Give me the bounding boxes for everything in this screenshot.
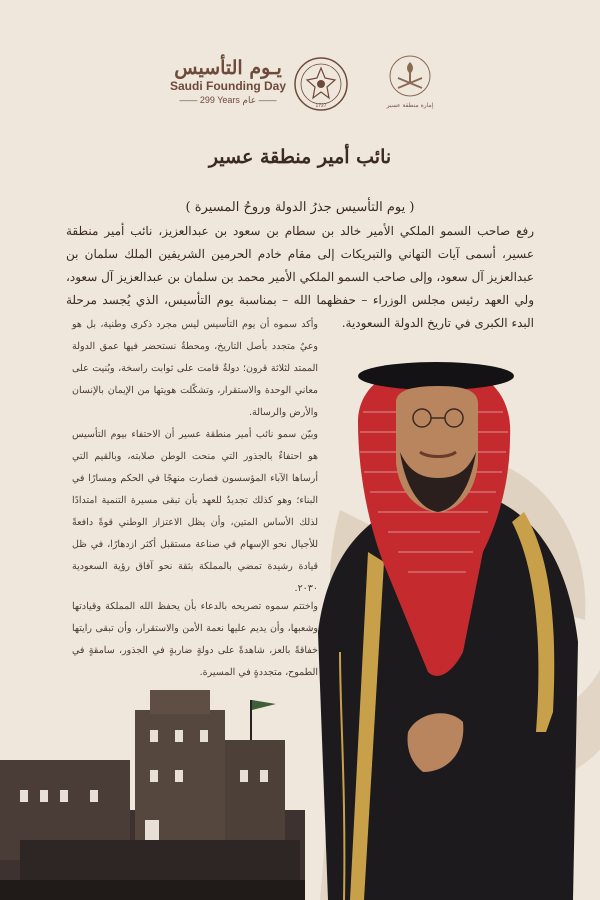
header xyxy=(0,52,600,122)
prince-portrait xyxy=(288,352,600,900)
body-paragraph-3: واختتم سموه تصريحه بالدعاء بأن يحفظ الله المملكة وقيادتها وشعبها، وأن يديم عليها نعمة الأمن والاستقرار، وأن تبقى رايتها خفاقةً بالعز، شاهدةً على دولةٍ ضاربةٍ في الجذور، سامقةٍ في الطموح، متجددةٍ في المسيرة. xyxy=(72,601,318,678)
subtitle: ( يوم التأسيس جذرُ الدولة وروحُ المسيرة ) xyxy=(185,200,415,215)
emblem-label: 1727 xyxy=(315,103,327,109)
logo-arabic: يـوم التأسيس xyxy=(174,57,282,79)
traditional-fort-illustration xyxy=(0,690,305,900)
body-paragraph-2: وبيّن سمو نائب أمير منطقة عسير أن الاحتفاء بيوم التأسيس هو احتفاءٌ بالجذور التي منحت الوطن صلابته، وبالقيم التي أرساها الآباء المؤسسون فصارت منهجًا في الحكم ومسارًا في البناء؛ وهو كذلك تجديدٌ للعهد بأن تبقى مسيرة التنمية امتدادًا لذلك الأساس المتين، وأن يظل الاعتزاز الوطني قوةً دافعةً للأجيال نحو الإسهام في صناعة مستقبل أكثر ازدهارًا، في ظل قيادة رشيدة تمضي بالمملكة بثقة نحو آفاق رؤية السعودية ٢٠٣٠. xyxy=(72,429,318,594)
crest-label: إمارة منطقة عسير xyxy=(386,102,434,109)
logo-years: —— 299 Years عام —— xyxy=(179,95,277,105)
asir-crest xyxy=(384,54,436,109)
lead-paragraph: رفع صاحب السمو الملكي الأمير خالد بن سطام بن سعود بن عبدالعزيز، نائب أمير منطقة عسير، أسمى آيات التهاني والتبريكات إلى مقام خادم الحرمين الشريفين الملك سلمان بن عبدالعزيز آل سعود، وإلى صاحب السمو الملكي الأمير محمد بن سلمان بن عبدالعزيز آل سعود، ولي العهد رئيس مجلس الوزراء – حفظهما الله – بمناسبة يوم التأسيس، الذي يُجسد مرحلة البدء الكبرى في تاريخ الدولة السعودية. xyxy=(66,224,534,330)
body-paragraph-1: وأكد سموه أن يوم التأسيس ليس مجرد ذكرى وطنية، بل هو وعيٌ متجدد بأصل التاريخ، ومحطةٌ نستحضر فيها عمق الدولة الممتد لثلاثة قرون؛ دولةٌ قامت على ثوابت راسخة، وبُنيت على معاني الوحدة والاستقرار، وتشكّلت هويتها من الإيمان بالإنسان والأرض والرسالة. xyxy=(72,319,318,418)
saudi-crest-icon xyxy=(388,54,432,98)
page-title: نائب أمير منطقة عسير xyxy=(208,146,392,168)
logo-english: Saudi Founding Day xyxy=(170,79,286,93)
founding-day-logo xyxy=(168,57,288,106)
founding-day-emblem-icon xyxy=(293,56,349,112)
